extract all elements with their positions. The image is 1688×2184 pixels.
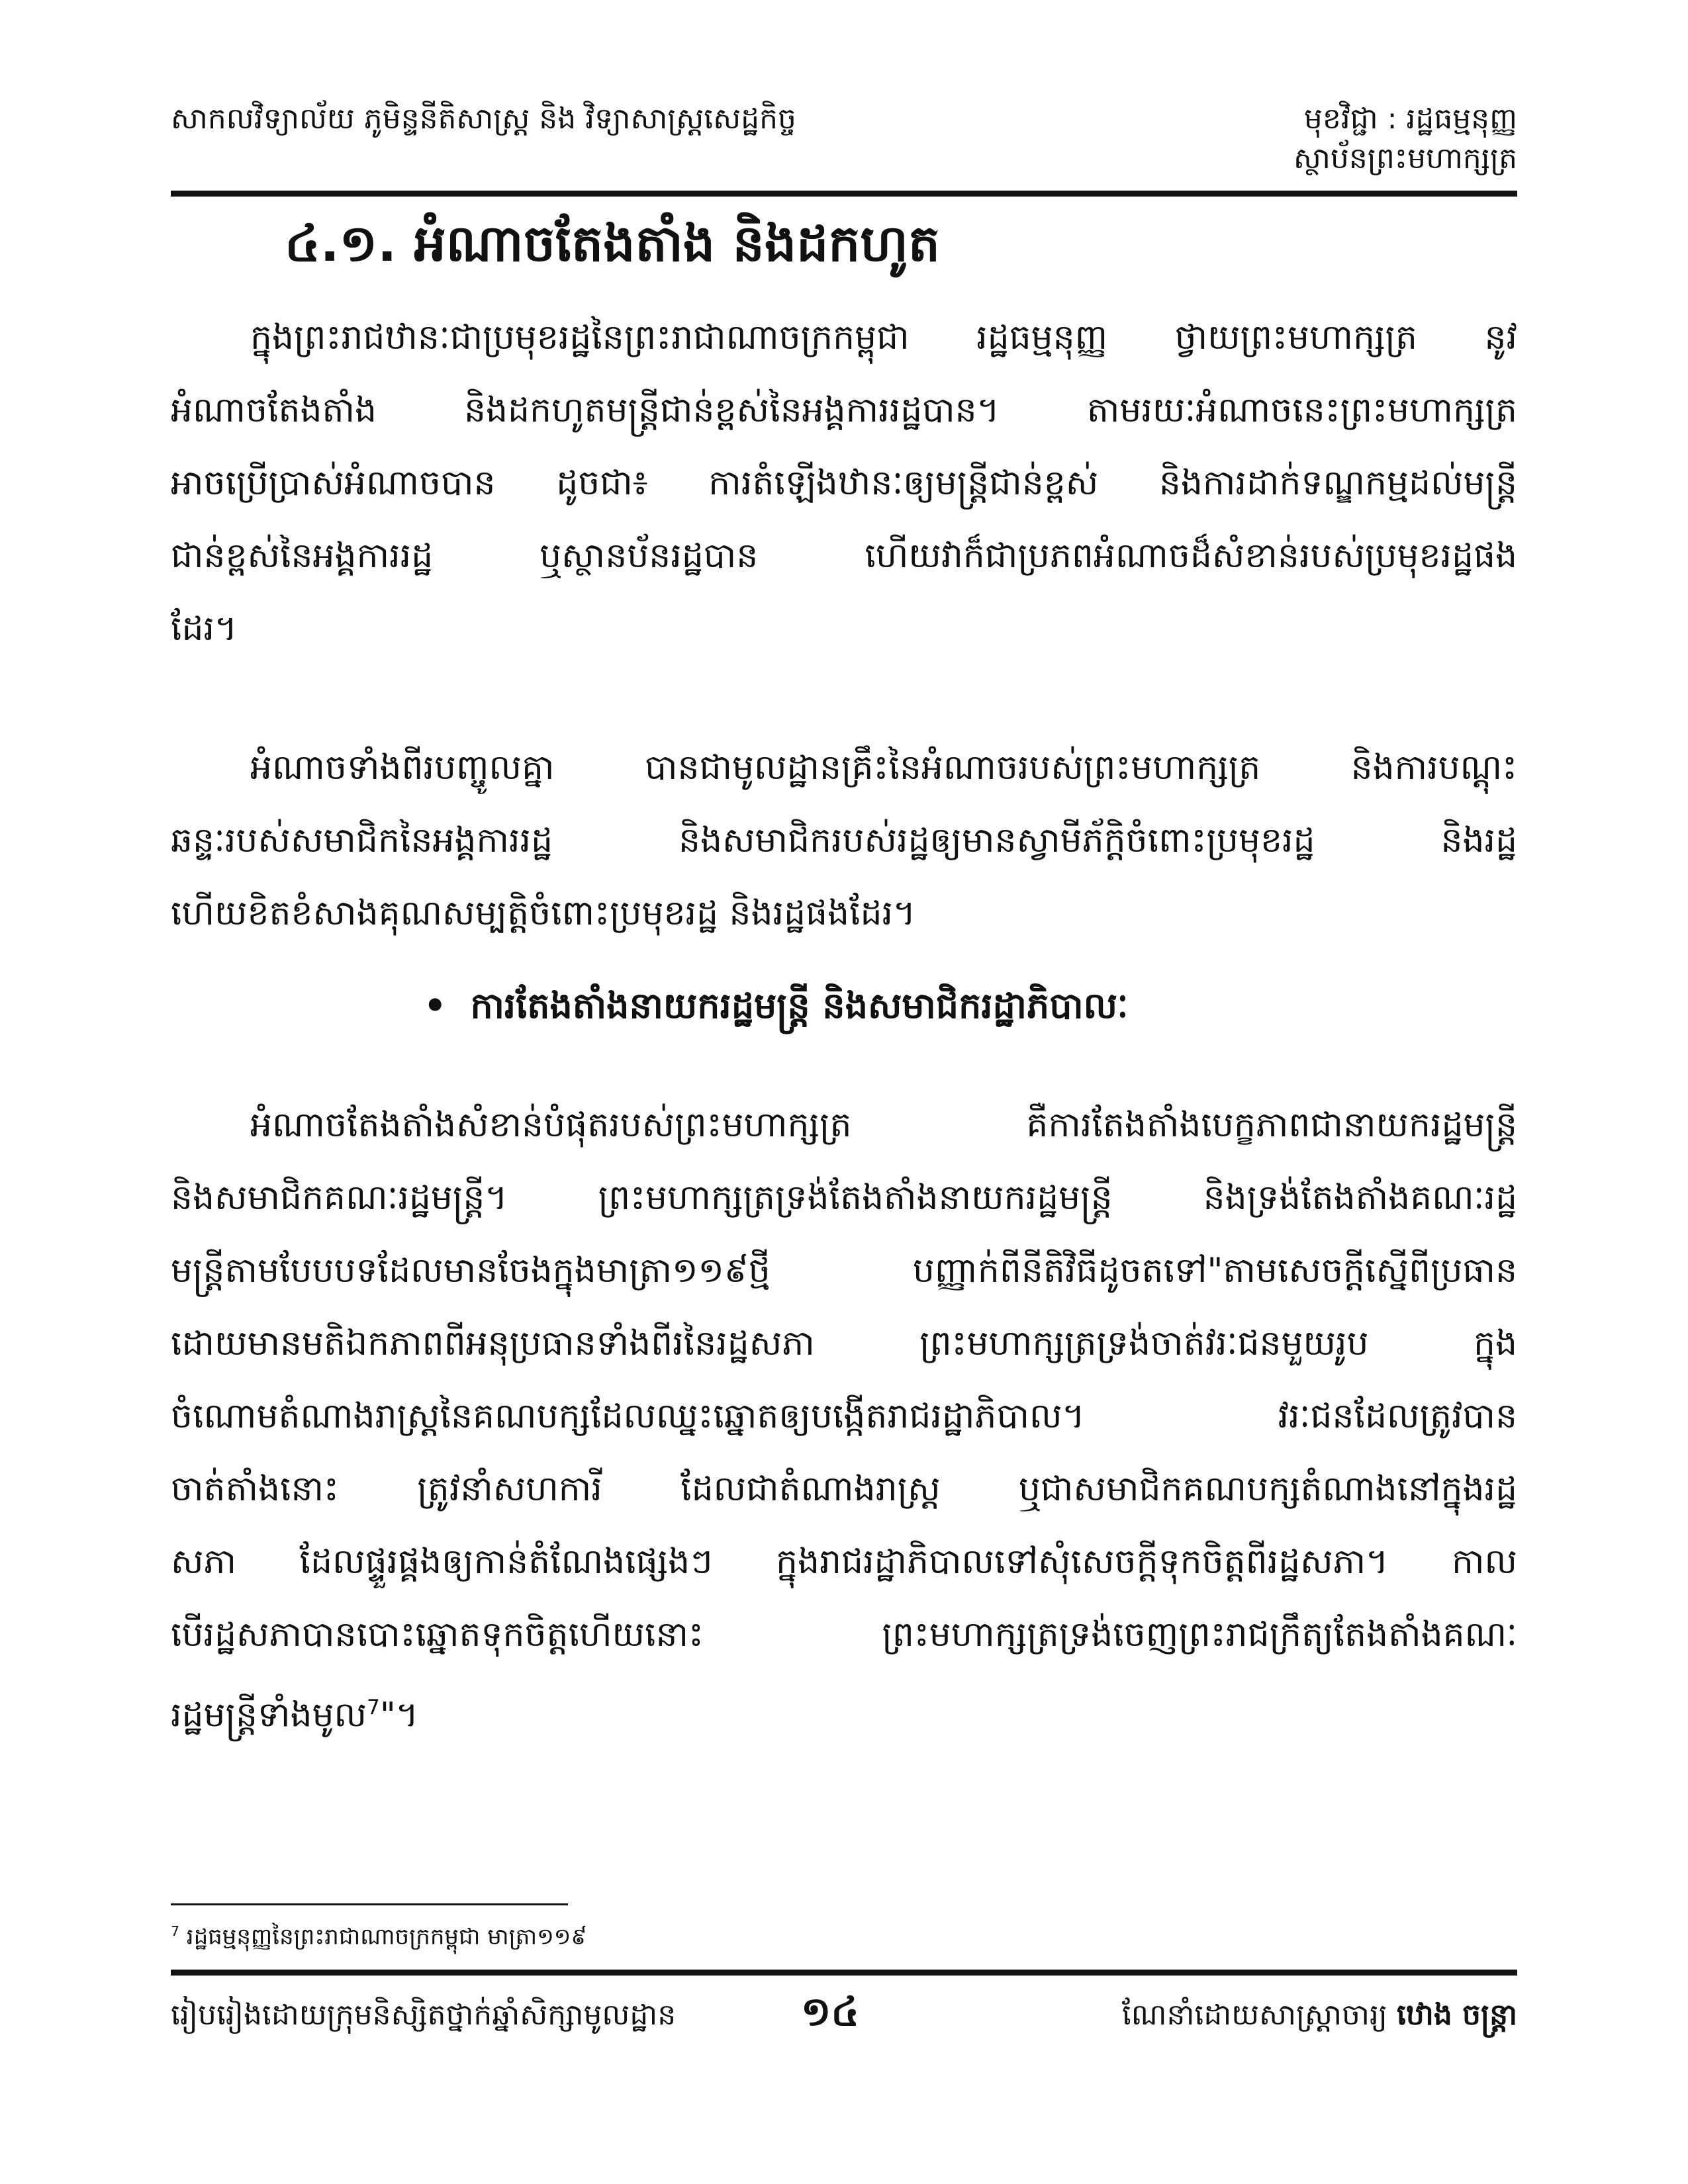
paragraph-line: ដោយមានមតិឯកភាពពីអនុប្រធានទាំងពីរនៃរដ្ឋសភា ព្រះមហាក្សត្រទ្រង់ចាត់វរៈជនមួយរូប ក្នុង	[171, 1324, 1517, 1363]
paragraph-line: និងសមាជិកគណៈរដ្ឋមន្ត្រី។ ព្រះមហាក្សត្រទ្រង់តែងតាំងនាយករដ្ឋមន្ត្រី និងទ្រង់តែងតាំងគណៈរដ្ឋ	[171, 1178, 1517, 1218]
footnote	[171, 1911, 587, 1956]
paragraph-line: សភា ដែលផ្ទួរផ្គងឲ្យកាន់តំណែងផ្សេងៗ ក្នុងរាជរដ្ឋាភិបាលទៅសុំសេចក្តីទុកចិត្តពីរដ្ឋសភា។ កាល	[171, 1542, 1517, 1582]
paragraph-3	[171, 1089, 1517, 1751]
page-number: ១៤	[801, 1989, 859, 2035]
footnote-reference[interactable]: 7	[367, 1696, 380, 1719]
paragraph-2	[171, 731, 1517, 950]
footnote-rule	[171, 1903, 568, 1905]
bullet-heading-text: ការតែងតាំងនាយករដ្ឋមន្ត្រី និងសមាជិករដ្ឋាភិបាលៈ	[470, 985, 1129, 1026]
paragraph-line-text: រដ្ឋមន្ត្រីទាំងមូល	[171, 1695, 367, 1735]
paragraph-line: ដែរ។	[171, 609, 238, 649]
paragraph-line: បើរដ្ឋសភាបានបោះឆ្នោតទុកចិត្តហើយនោះ ព្រះមហាក្សត្រទ្រង់ចេញព្រះរាជក្រឹត្យតែងតាំងគណៈ	[171, 1615, 1517, 1655]
header-subject-line1: មុខវិជ្ជា : រដ្ឋធម្មនុញ្ញ	[1303, 102, 1517, 136]
header-university: សាកលវិទ្យាល័យ ភូមិន្ទនីតិសាស្ត្រ និង វិទ្យាសាស្ត្រសេដ្ឋកិច្ច	[171, 102, 796, 136]
footer-rule	[171, 1970, 1517, 1976]
paragraph-1	[171, 301, 1517, 665]
header-rule	[171, 191, 1517, 197]
paragraph-line: អំណាចតែងតាំងសំខាន់បំផុតរបស់ព្រះមហាក្សត្រ គឺការតែងតាំងបេក្ខភាពជានាយករដ្ឋមន្ត្រី	[250, 1105, 1517, 1145]
paragraph-line: អំណាចទាំងពីរបញ្ចូលគ្នា បានជាមូលដ្ឋានគ្រឹះនៃអំណាចរបស់ព្រះមហាក្សត្រ និងការបណ្តុះ	[250, 748, 1517, 788]
footnote-text: រដ្ឋធម្មនុញ្ញនៃព្រះរាជាណាចក្រកម្ពុជា មាត្រា១១៩	[179, 1923, 587, 1950]
paragraph-line: ហើយខិតខំសាងគុណសម្បត្តិចំពោះប្រមុខរដ្ឋ និងរដ្ឋផងដែរ។	[171, 893, 916, 933]
paragraph-line: ឆន្ទៈរបស់សមាជិកនៃអង្គការរដ្ឋ និងសមាជិករបស់រដ្ឋឲ្យមានស្វាមីភ័ក្តិចំពោះប្រមុខរដ្ឋ និងរដ្ឋ	[171, 821, 1517, 860]
bullet-heading	[424, 973, 1129, 1039]
paragraph-line: អំណាចតែងតាំង និងដកហូតមន្ត្រីជាន់ខ្ពស់នៃអង្គការរដ្ឋបាន។ តាមរយៈអំណាចនេះព្រះមហាក្សត្រ	[171, 390, 1517, 430]
footer-prepared-by: រៀបរៀងដោយក្រុមនិស្សិតថ្នាក់ឆ្នាំសិក្សាមូលដ្ឋាន	[171, 1998, 677, 2032]
paragraph-line: ជាន់ខ្ពស់នៃអង្គការរដ្ឋ ឬស្ថានប័នរដ្ឋបាន ហើយវាក៏ជាប្រភពអំណាចដ៏សំខាន់របស់ប្រមុខរដ្ឋផង	[171, 536, 1517, 576]
paragraph-last-line	[171, 1671, 1517, 1751]
bullet-dot: •	[424, 985, 447, 1026]
paragraph-line: ចាត់តាំងនោះ ត្រូវនាំសហការី ដែលជាតំណាងរាស្ត្រ ឬជាសមាជិកគណបក្សតំណាងនៅក្នុងរដ្ឋ	[171, 1469, 1517, 1509]
header-subject-line2: ស្ថាប័នព្រះមហាក្សត្រ	[1293, 142, 1517, 175]
quote-close: "។	[379, 1695, 419, 1735]
section-title: ៤.១. អំណាចតែងតាំង និងដកហូត	[285, 214, 941, 273]
footnote-number: 7	[171, 1923, 179, 1939]
footer-advisor-name: ឋោង ចន្ត្រា	[1396, 1998, 1517, 2032]
footer-advisor	[1122, 1992, 1517, 2038]
paragraph-line: អាចប្រើប្រាស់អំណាចបាន ដូចជា៖ ការតំឡើងឋានៈឲ្យមន្ត្រីជាន់ខ្ពស់ និងការដាក់ទណ្ឌកម្មដល់មន្ត្រី	[171, 463, 1517, 503]
paragraph-line: ក្នុងព្រះរាជឋានៈជាប្រមុខរដ្ឋនៃព្រះរាជាណាចក្រកម្ពុជា រដ្ឋធម្មនុញ្ញ ថ្វាយព្រះមហាក្សត្រ នូវ	[250, 318, 1517, 357]
paragraph-line: មន្ត្រីតាមបែបបទដែលមានចែងក្នុងមាត្រា១១៩ថ្មី បញ្ញាក់ពីនីតិវិធីដូចតទៅ"តាមសេចក្តីស្នើពីប្រធាន	[171, 1251, 1517, 1291]
footer-advisor-prefix: ណែនាំដោយសាស្ត្រាចារ្យ	[1121, 1998, 1397, 2032]
paragraph-line: ចំណោមតំណាងរាស្ត្រនៃគណបក្សដែលឈ្នះឆ្នោតឲ្យបង្កើតរាជរដ្ឋាភិបាល។ វរៈជនដែលត្រូវបាន	[171, 1396, 1517, 1436]
header-subject	[1293, 99, 1517, 179]
